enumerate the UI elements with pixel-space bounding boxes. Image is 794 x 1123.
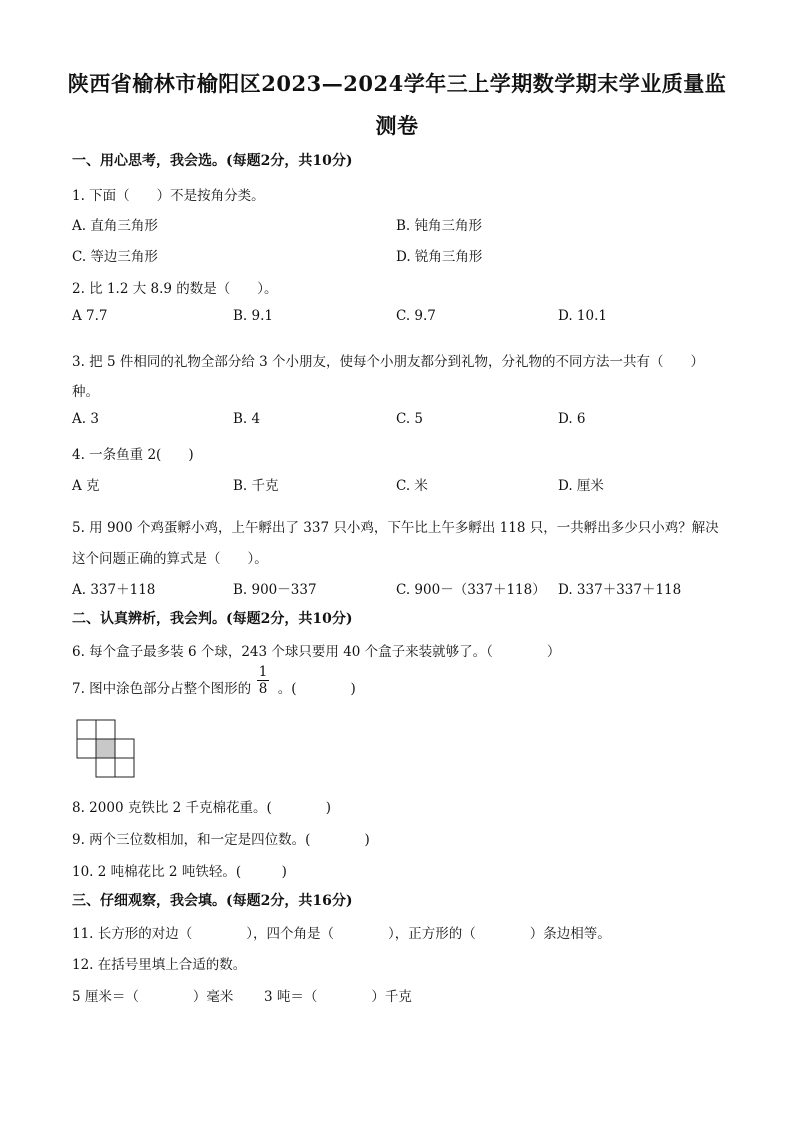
q2-option-d: D. 10.1 — [558, 308, 607, 324]
q4-option-a: A 克 — [72, 478, 100, 494]
q2-option-c: C. 9.7 — [396, 308, 436, 324]
q12-fill-length: 5 厘米＝（ ）毫米 — [72, 989, 234, 1005]
question-2-stem: 2. 比 1.2 大 8.9 的数是（ ）。 — [72, 281, 278, 297]
q4-option-b: B. 千克 — [233, 478, 279, 494]
question-1-stem: 1. 下面（ ）不是按角分类。 — [72, 188, 265, 204]
question-4-stem: 4. 一条鱼重 2( ) — [72, 447, 194, 463]
question-5-stem-continued: 这个问题正确的算式是（ ）。 — [72, 551, 268, 567]
question-6-stem: 6. 每个盒子最多装 6 个球，243 个球只要用 40 个盒子来装就够了。（ ） — [72, 644, 561, 660]
grid-cell — [115, 739, 134, 758]
fraction-denominator: 8 — [258, 681, 268, 697]
grid-cell — [77, 720, 96, 739]
grid-cell — [115, 758, 134, 777]
grid-cell-shaded — [96, 739, 115, 758]
q1-option-a: A. 直角三角形 — [72, 218, 158, 234]
question-10-stem: 10. 2 吨棉花比 2 吨铁轻。( ) — [72, 864, 287, 880]
q3-option-a: A. 3 — [72, 411, 99, 427]
q5-option-d: D. 337＋337＋118 — [558, 582, 682, 598]
section-header-fill: 三、仔细观察，我会填。(每题2分，共16分) — [72, 893, 353, 909]
section-header-choice: 一、用心思考，我会选。(每题2分，共10分) — [72, 153, 353, 169]
q3-option-d: D. 6 — [558, 411, 586, 427]
q3-option-b: B. 4 — [233, 411, 261, 427]
question-9-stem: 9. 两个三位数相加，和一定是四位数。( ) — [72, 832, 370, 848]
question-11-stem: 11. 长方形的对边（ ），四个角是（ ），正方形的（ ）条边相等。 — [72, 926, 611, 942]
q3-option-c: C. 5 — [396, 411, 424, 427]
question-5-stem: 5. 用 900 个鸡蛋孵小鸡，上午孵出了 337 只小鸡，下午比上午多孵出 118 只，一共孵出多少只小鸡？解决 — [72, 520, 719, 536]
shaded-grid-figure — [76, 719, 138, 779]
question-7-stem-before: 7. 图中涂色部分占整个图形的 — [72, 681, 252, 697]
question-12-stem: 12. 在括号里填上合适的数。 — [72, 957, 247, 973]
page-title-continued: 测卷 — [375, 113, 419, 138]
question-7-stem-after: 。( ) — [277, 681, 356, 697]
question-3-stem: 3. 把 5 件相同的礼物全部分给 3 个小朋友，使每个小朋友都分到礼物，分礼物的不同方法一共有（ ） — [72, 354, 705, 370]
q1-option-b: B. 钝角三角形 — [396, 218, 483, 234]
q4-option-d: D. 厘米 — [558, 478, 604, 494]
grid-cell — [96, 758, 115, 777]
question-8-stem: 8. 2000 克铁比 2 千克棉花重。( ) — [72, 800, 332, 816]
q4-option-c: C. 米 — [396, 478, 428, 494]
fraction-one-eighth — [256, 664, 270, 697]
question-7-stem — [72, 677, 356, 697]
q1-option-d: D. 锐角三角形 — [396, 249, 483, 265]
q1-option-c: C. 等边三角形 — [72, 249, 158, 265]
q2-option-a: A 7.7 — [72, 308, 108, 324]
fraction-numerator: 1 — [258, 664, 268, 680]
section-header-judge: 二、认真辨析，我会判。(每题2分，共10分) — [72, 611, 353, 627]
page-title: 陕西省榆林市榆阳区2023—2024学年三上学期数学期末学业质量监 — [67, 71, 727, 96]
q5-option-b: B. 900－337 — [233, 582, 317, 598]
q5-option-c: C. 900－（337＋118） — [396, 582, 546, 598]
question-3-stem-continued: 种。 — [72, 384, 99, 400]
q12-fill-mass: 3 吨＝（ ）千克 — [264, 989, 412, 1005]
grid-cell — [77, 739, 96, 758]
grid-cell — [96, 720, 115, 739]
q5-option-a: A. 337＋118 — [72, 582, 156, 598]
q2-option-b: B. 9.1 — [233, 308, 273, 324]
